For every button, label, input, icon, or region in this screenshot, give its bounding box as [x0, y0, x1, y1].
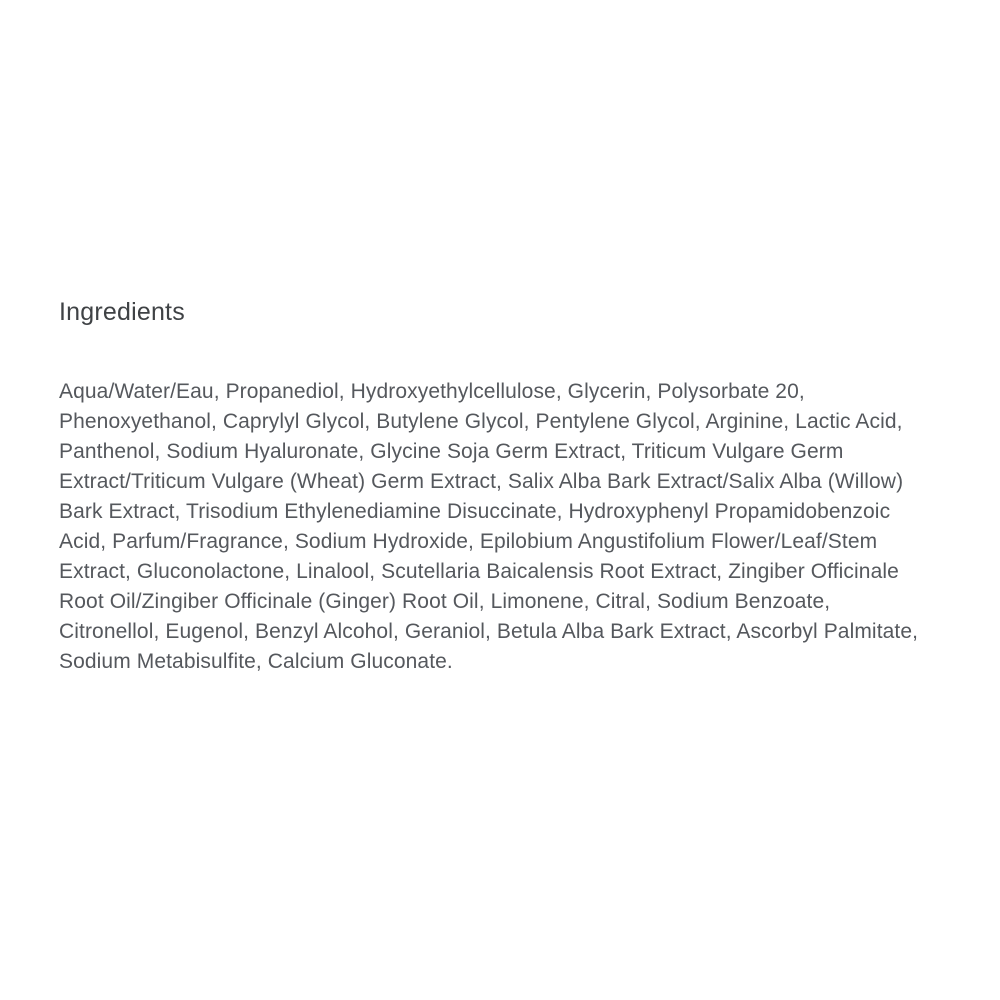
ingredients-heading: Ingredients — [59, 298, 185, 326]
ingredients-section — [59, 298, 927, 677]
ingredients-list-text: Aqua/Water/Eau, Propanediol, Hydroxyethylcellulose, Glycerin, Polysorbate 20, Phenoxyethanol, Caprylyl Glycol, Butylene Glycol, Pentylene Glycol, Arginine, Lactic Acid, Panthenol, Sodium Hyaluronate, Glycine Soja Germ Extract, Triticum Vulgare Germ Extract/Triticum Vulgare (Wheat) Germ Extract, Salix Alba Bark Extract/Salix Alba (Willow) Bark Extract, Trisodium Ethylenediamine Disuccinate, Hydroxyphenyl Propamidobenzoic Acid, Parfum/Fragrance, Sodium Hydroxide, Epilobium Angustifolium Flower/Leaf/Stem Extract, Gluconolactone, Linalool, Scutellaria Baicalensis Root Extract, Zingiber Officinale Root Oil/Zingiber Officinale (Ginger) Root Oil, Limonene, Citral, Sodium Benzoate, Citronellol, Eugenol, Benzyl Alcohol, Geraniol, Betula Alba Bark Extract, Ascorbyl Palmitate, Sodium Metabisulfite, Calcium Gluconate. — [59, 380, 919, 673]
